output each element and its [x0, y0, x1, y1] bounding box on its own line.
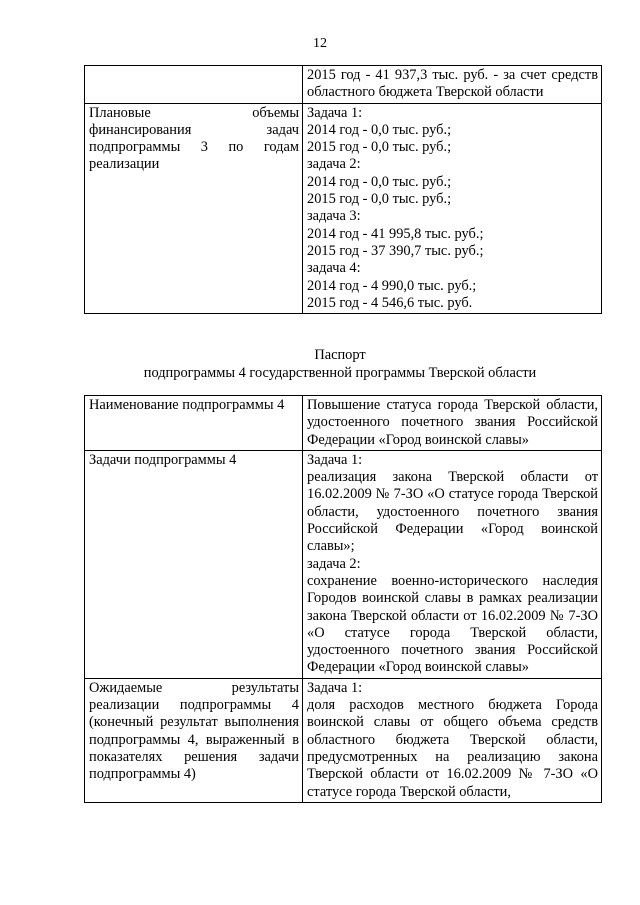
financing-line: 2014 год - 0,0 тыс. руб.; — [307, 121, 452, 138]
passport-heading — [0, 347, 640, 382]
financing-line: 2015 год - 37 390,7 тыс. руб.; — [307, 242, 484, 259]
page-number: 12 — [313, 36, 327, 51]
financing-volumes-values — [303, 103, 602, 314]
expected-results-value — [303, 678, 602, 802]
subprogram-name-value: Повышение статуса города Тверской области, удостоенного почетного звания Российской Федерации «Город воинской славы» — [303, 396, 602, 451]
subprogram-tasks-value — [303, 450, 602, 678]
financing-line: 2014 год - 41 995,8 тыс. руб.; — [307, 225, 484, 242]
task1-label: Задача 1: — [307, 451, 363, 468]
passport-subtitle: подпрограммы 4 государственной программы Тверской области — [143, 364, 537, 381]
financing-line: задача 2: — [307, 156, 361, 173]
expected-results-label: Ожидаемые результаты реализации подпрограммы 4 (конечный результат выполнения подпрограммы 4, выраженный в показателях решения задачи подпрограммы 4) — [85, 678, 303, 802]
funding-2015-cell: 2015 год - 41 937,3 тыс. руб. - за счет средств областного бюджета Тверской области — [303, 66, 602, 104]
table-row — [85, 66, 602, 104]
financing-line: задача 3: — [307, 208, 361, 225]
table-row — [85, 678, 602, 802]
passport-table — [84, 395, 602, 803]
financing-line: Задача 1: — [307, 104, 363, 121]
result-task1-label: Задача 1: — [307, 679, 363, 696]
result-task1-text: доля расходов местного бюджета Города воинской славы от общего объема средств областного бюджета Тверской области, предусмотренных на реализацию закона Тверской области от 16.02.2009 № 7-ЗО «О статусе города Тверской области, — [307, 697, 598, 800]
task2-label: задача 2: — [307, 555, 361, 572]
financing-line: 2015 год - 4 546,6 тыс. руб. — [307, 294, 473, 311]
financing-line: 2015 год - 0,0 тыс. руб.; — [307, 191, 452, 208]
financing-line: 2014 год - 4 990,0 тыс. руб.; — [307, 277, 477, 294]
task2-text: сохранение военно-исторического наследия Городов воинской славы в рамках реализации закона Тверской области от 16.02.2009 № 7-ЗО «О статусе города Тверской области, удостоенного почетного звания Российской Федерации «Город воинской славы» — [307, 572, 598, 676]
table-cell-empty — [85, 66, 303, 104]
passport-title: Паспорт — [314, 347, 366, 363]
table-row — [85, 396, 602, 451]
subprogram-tasks-label: Задачи подпрограммы 4 — [85, 450, 303, 678]
financing-line: задача 4: — [307, 260, 361, 277]
financing-volumes-label: Плановые объемы финансирования задач подпрограммы 3 по годам реализации — [85, 103, 303, 314]
financing-line: 2015 год - 0,0 тыс. руб.; — [307, 139, 452, 156]
financing-line: 2014 год - 0,0 тыс. руб.; — [307, 173, 452, 190]
subprogram-name-label: Наименование подпрограммы 4 — [85, 396, 303, 451]
task1-text: реализация закона Тверской области от 16.02.2009 № 7-ЗО «О статусе города Тверской области, удостоенного почетного звания Российской Федерации «Город воинской славы»; — [307, 469, 598, 555]
financing-table — [84, 65, 602, 314]
table-row — [85, 450, 602, 678]
table-row — [85, 103, 602, 314]
